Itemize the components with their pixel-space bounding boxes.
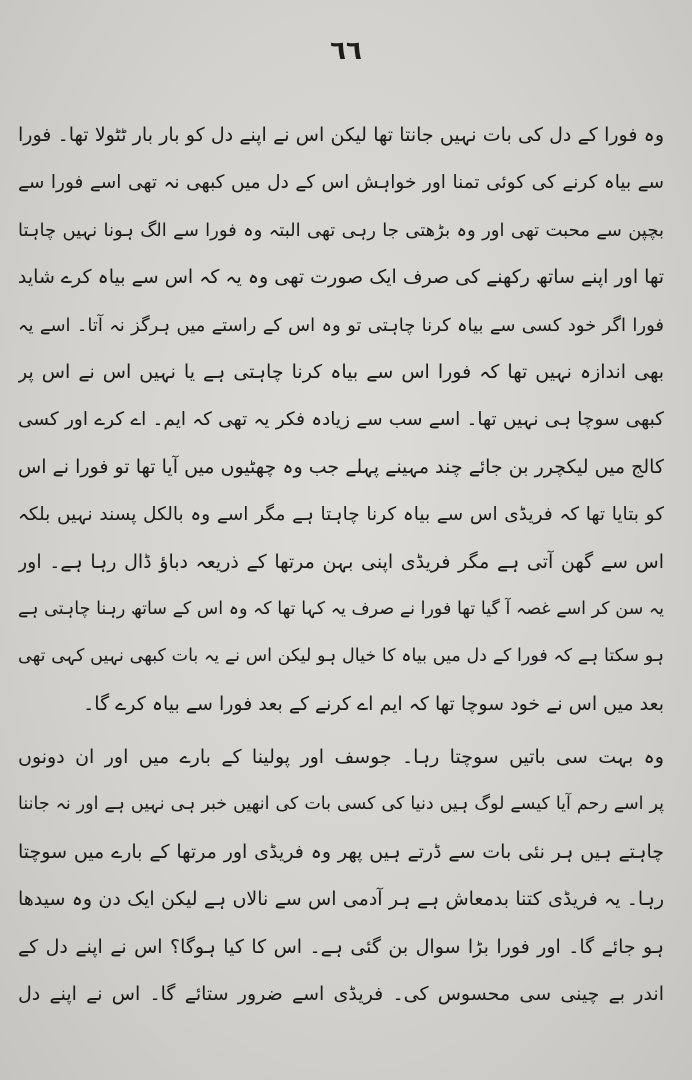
text-line: ہو سکتا ہے کہ فورا کے دل میں بیاہ کا خیال ہو لیکن اس نے یہ بات کبھی نہیں کہی تھی: [18, 646, 664, 667]
text-line: یہ سن کر اسے غصہ آ گیا تھا فورا نے صرف یہ کہا تھا کہ وہ اس کے ساتھ رہنا چاہتی ہے: [18, 598, 664, 619]
text-line: کبھی سوچا ہی نہیں تھا۔ اسے سب سے زیادہ فکر یہ تھی کہ ایم۔ اے کرے اور کسی: [18, 409, 664, 431]
text-line: وہ فورا کے دل کی بات نہیں جانتا تھا لیکن اس نے اپنے دل کو بار بار ٹٹولا تھا۔ فورا: [18, 124, 664, 146]
paragraph-end-line: بعد میں اس نے خود سوچا تھا کہ ایم اے کرنے کے بعد فورا سے بیاہ کرے گا۔: [83, 692, 664, 715]
text-line: بھی اندازہ نہیں تھا کہ فورا اس سے بیاہ کرنا چاہتی ہے یا نہیں اس نے اس پر: [18, 360, 664, 383]
text-line: پر اسے رحم آیا کیسے لوگ ہیں دنیا کی کسی بات کی انھیں خبر ہی نہیں ہے اور نہ جاننا: [18, 794, 664, 815]
body-text: [18, 112, 664, 1018]
page-number: ٦٦: [330, 36, 362, 66]
text-line: چاہتے ہیں ہر نئی بات سے ڈرتے ہیں پھر وہ فریڈی اور مرتھا کے بارے میں سوچتا: [18, 840, 664, 863]
text-line: کو بتایا تھا کہ فریڈی اس سے بیاہ کرنا چاہتا ہے مگر اسے وہ بالکل پسند نہیں بلکہ: [18, 504, 664, 526]
text-line: اس سے گھن آتی ہے مگر فریڈی اپنی بہن مرتھا کے ذریعہ دباؤ ڈال رہا ہے۔ اور: [18, 550, 664, 573]
text-line: کالج میں لیکچرر بن جائے چند مہینے پہلے جب وہ چھٹیوں میں آیا تھا تو فورا نے اس: [18, 455, 664, 478]
text-line: اندر بے چینی سی محسوس کی۔ فریڈی اسے ضرور ستائے گا۔ اس نے اپنے دل: [18, 983, 664, 1006]
text-line: بچپن سے محبت تھی اور وہ بڑھتی جا رہی تھی البتہ وہ فورا سے الگ ہونا نہیں چاہتا: [18, 219, 664, 241]
text-line: سے بیاہ کرنے کی کوئی تمنا اور خواہش اس کے دل میں کبھی نہ تھی اسے فورا سے: [18, 172, 664, 194]
text-line: ہو جائے گا۔ اور فورا بڑا سوال بن گئی ہے۔ اس کا کیا ہوگا؟ اس نے اپنے دل کے: [18, 935, 664, 958]
text-line: تھا اور اپنے ساتھ رکھنے کی صرف ایک صورت تھی وہ یہ کہ اس سے بیاہ کرے شاید: [18, 266, 664, 289]
text-line: فورا اگر خود کسی سے بیاہ کرنا چاہتی تو وہ اس کے راستے میں ہرگز نہ آتا۔ اسے یہ: [18, 314, 664, 336]
text-line: رہا۔ یہ فریڈی کتنا بدمعاش ہے ہر آدمی اس سے نالاں ہے لیکن ایک دن وہ سیدھا: [18, 888, 664, 911]
text-line: وہ بہت سی باتیں سوچتا رہا۔ جوسف اور پولینا کے بارے میں اور ان دونوں: [18, 746, 664, 769]
